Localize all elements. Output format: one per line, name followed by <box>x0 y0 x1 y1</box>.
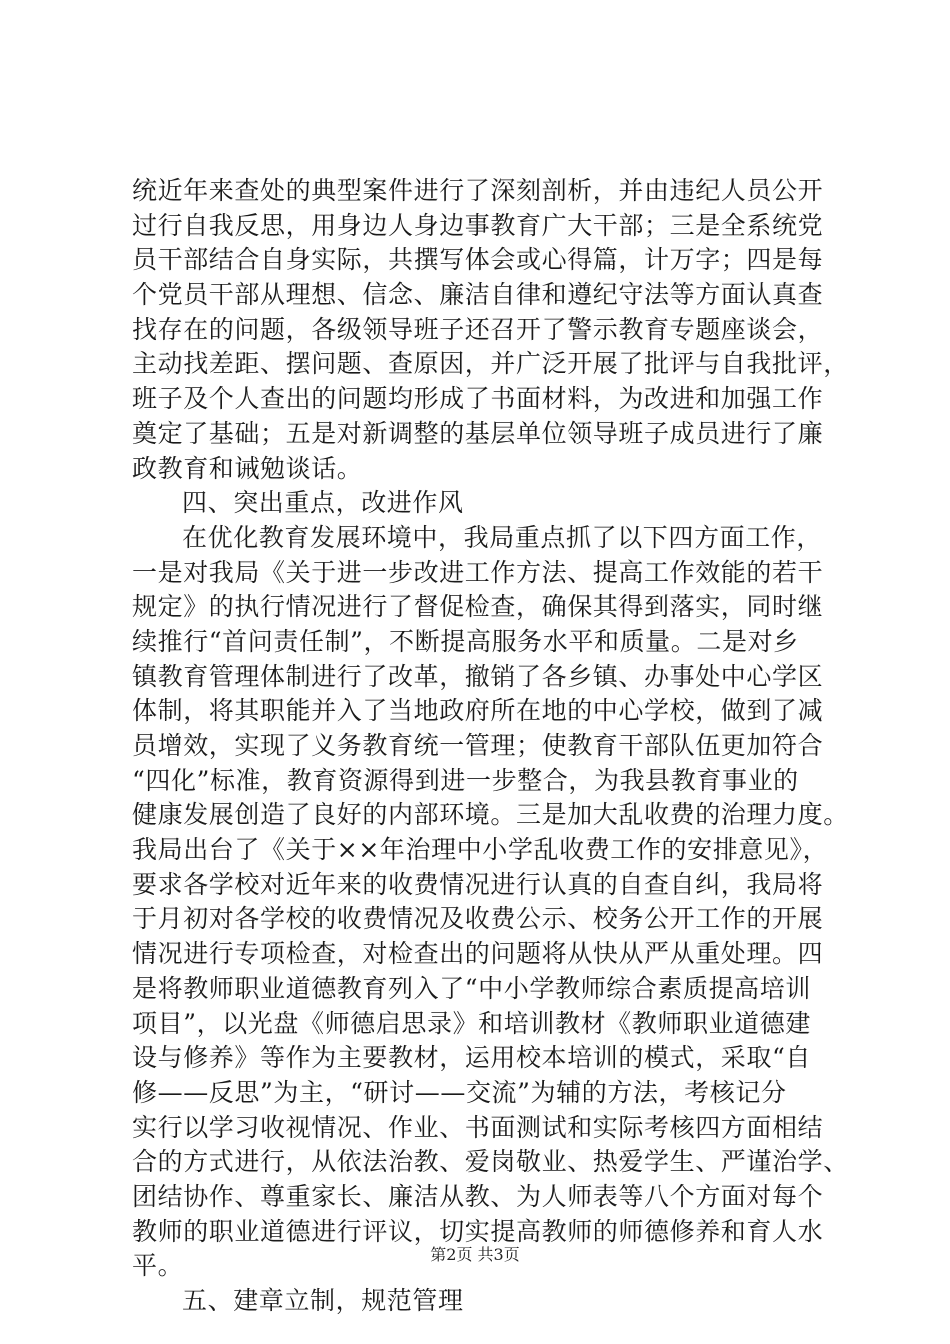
text-line: 个党员干部从理想、信念、廉洁自律和遵纪守法等方面认真查 <box>132 280 824 310</box>
text-line: “四化”标准，教育资源得到进一步整合，为我县教育事业的 <box>132 765 799 795</box>
text-line: 我局出台了《关于××年治理中小学乱收费工作的安排意见》， <box>132 835 829 865</box>
text-line: 团结协作、尊重家长、廉洁从教、为人师表等八个方面对每个 <box>132 1181 824 1211</box>
text-line: 员干部结合自身实际，共撰写体会或心得篇，计万字；四是每 <box>132 245 824 275</box>
text-line: 合的方式进行，从依法治教、爱岗敬业、热爱学生、严谨治学、 <box>132 1147 849 1177</box>
text-line: 要求各学校对近年来的收费情况进行认真的自查自纠，我局将 <box>132 869 824 899</box>
text-line: 教师的职业道德进行评议，切实提高教师的师德修养和育人水 <box>132 1216 824 1246</box>
text-line: 修——反思”为主，“研讨——交流”为辅的方法，考核记分 <box>132 1077 787 1107</box>
document-body <box>132 174 849 1319</box>
text-line: 镇教育管理体制进行了改革，撤销了各乡镇、办事处中心学区 <box>132 661 824 691</box>
text-line: 政教育和诫勉谈话。 <box>132 453 363 483</box>
page-number: 第2页 共3页 <box>430 1245 520 1264</box>
text-line: 一是对我局《关于进一步改进工作方法、提高工作效能的若干 <box>132 557 824 587</box>
text-line: 奠定了基础；五是对新调整的基层单位领导班子成员进行了廉 <box>132 418 824 448</box>
text-line: 情况进行专项检查，对检查出的问题将从快从严从重处理。四 <box>132 939 824 969</box>
text-line: 体制，将其职能并入了当地政府所在地的中心学校，做到了减 <box>132 696 824 726</box>
text-line: 统近年来查处的典型案件进行了深刻剖析，并由违纪人员公开 <box>132 176 824 205</box>
text-line: 项目”，以光盘《师德启思录》和培训教材《教师职业道德建 <box>132 1008 811 1038</box>
text-line: 健康发展创造了良好的内部环境。三是加大乱收费的治理力度。 <box>132 800 849 830</box>
text-line: 实行以学习收视情况、作业、书面测试和实际考核四方面相结 <box>132 1112 824 1142</box>
text-line: 找存在的问题，各级领导班子还召开了警示教育专题座谈会， <box>132 314 824 344</box>
text-line: 续推行“首问责任制”，不断提高服务水平和质量。二是对乡 <box>132 626 799 656</box>
text-line: 是将教师职业道德教育列入了“中小学教师综合素质提高培训 <box>132 973 811 1003</box>
section-heading: 五、建章立制，规范管理 <box>182 1286 464 1315</box>
text-line: 于月初对各学校的收费情况及收费公示、校务公开工作的开展 <box>132 904 824 934</box>
text-line: 平。 <box>132 1251 184 1281</box>
text-line: 过行自我反思，用身边人身边事教育广大干部；三是全系统党 <box>132 210 824 240</box>
text-line: 员增效，实现了义务教育统一管理；使教育干部队伍更加符合 <box>132 731 824 760</box>
text-line: 设与修养》等作为主要教材，运用校本培训的模式，采取“自 <box>132 1043 811 1073</box>
text-line: 规定》的执行情况进行了督促检查，确保其得到落实，同时继 <box>132 592 824 622</box>
paragraph-first-line: 在优化教育发展环境中，我局重点抓了以下四方面工作， <box>182 522 823 552</box>
text-line: 主动找差距、摆问题、查原因，并广泛开展了批评与自我批评， <box>132 349 849 379</box>
text-line: 班子及个人查出的问题均形成了书面材料，为改进和加强工作 <box>132 384 824 414</box>
section-heading: 四、突出重点，改进作风 <box>182 488 464 518</box>
